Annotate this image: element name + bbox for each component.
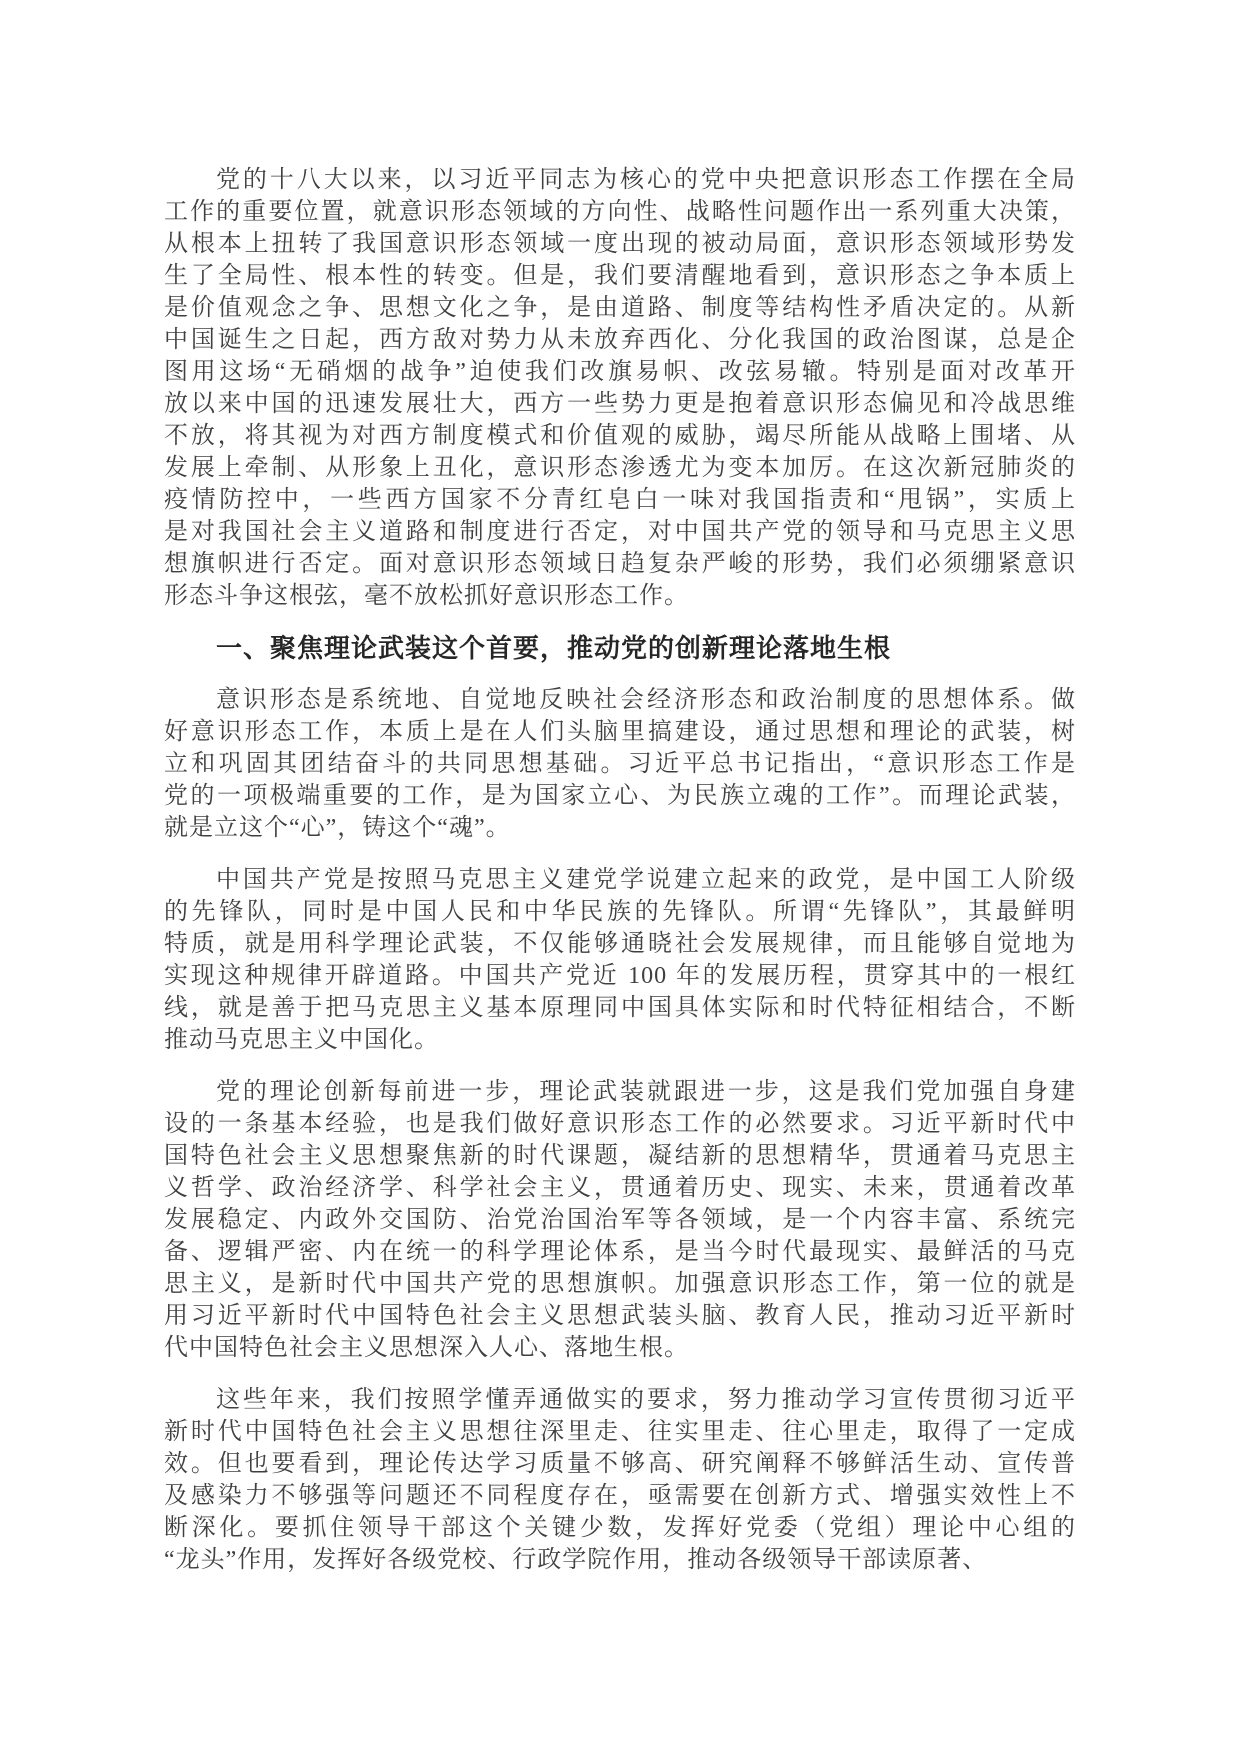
body-line: 意识形态是系统地、自觉地反映社会经济形态和政治制度的思想体系。做 bbox=[216, 687, 1076, 713]
body-line: 好意识形态工作，本质上是在人们头脑里搞建设，通过思想和理论的武装，树 bbox=[164, 719, 1076, 745]
body-line: 国特色社会主义思想聚焦新的时代课题，凝结新的思想精华，贯通着马克思主 bbox=[164, 1143, 1076, 1169]
body-line: 工作的重要位置，就意识形态领域的方向性、战略性问题作出一系列重大决策， bbox=[164, 199, 1076, 225]
body-line: 线，就是善于把马克思主义基本原理同中国具体实际和时代特征相结合，不断 bbox=[164, 995, 1076, 1021]
body-line: 放以来中国的迅速发展壮大，西方一些势力更是抱着意识形态偏见和冷战思维 bbox=[164, 391, 1076, 417]
body-line: 是价值观念之争、思想文化之争，是由道路、制度等结构性矛盾决定的。从新 bbox=[164, 295, 1076, 321]
body-line: 就是立这个“心”，铸这个“魂”。 bbox=[164, 815, 511, 841]
body-line: 推动马克思主义中国化。 bbox=[164, 1027, 439, 1053]
paragraph bbox=[164, 684, 1076, 844]
body-line: 立和巩固其团结奋斗的共同思想基础。习近平总书记指出，“意识形态工作是 bbox=[164, 751, 1076, 777]
body-line: 特质，就是用科学理论武装，不仅能够通晓社会发展规律，而且能够自觉地为 bbox=[164, 931, 1076, 957]
body-line: 效。但也要看到，理论传达学习质量不够高、研究阐释不够鲜活生动、宣传普 bbox=[164, 1451, 1076, 1477]
body-line: “龙头”作用，发挥好各级党校、行政学院作用，推动各级领导干部读原著、 bbox=[164, 1547, 988, 1573]
body-line: 党的十八大以来，以习近平同志为核心的党中央把意识形态工作摆在全局 bbox=[216, 167, 1076, 193]
body-line: 的先锋队，同时是中国人民和中华民族的先锋队。所谓“先锋队”，其最鲜明 bbox=[164, 899, 1076, 925]
body-line: 发展稳定、内政外交国防、治党治国治军等各领域，是一个内容丰富、系统完 bbox=[164, 1207, 1076, 1233]
body-line: 新时代中国特色社会主义思想往深里走、往实里走、往心里走，取得了一定成 bbox=[164, 1419, 1076, 1445]
body-line: 生了全局性、根本性的转变。但是，我们要清醒地看到，意识形态之争本质上 bbox=[164, 263, 1076, 289]
body-line: 党的一项极端重要的工作，是为国家立心、为民族立魂的工作”。而理论武装， bbox=[164, 783, 1076, 809]
body-line: 形态斗争这根弦，毫不放松抓好意识形态工作。 bbox=[164, 583, 689, 609]
body-line: 备、逻辑严密、内在统一的科学理论体系，是当今时代最现实、最鲜活的马克 bbox=[164, 1239, 1076, 1265]
body-line: 设的一条基本经验，也是我们做好意识形态工作的必然要求。习近平新时代中 bbox=[164, 1111, 1076, 1137]
body-line: 想旗帜进行否定。面对意识形态领域日趋复杂严峻的形势，我们必须绷紧意识 bbox=[164, 551, 1076, 577]
body-line: 用习近平新时代中国特色社会主义思想武装头脑、教育人民，推动习近平新时 bbox=[164, 1303, 1076, 1329]
paragraph bbox=[164, 864, 1076, 1056]
body-line: 图用这场“无硝烟的战争”迫使我们改旗易帜、改弦易辙。特别是面对改革开 bbox=[164, 359, 1076, 385]
body-line: 思主义，是新时代中国共产党的思想旗帜。加强意识形态工作，第一位的就是 bbox=[164, 1271, 1076, 1297]
body-line: 中国诞生之日起，西方敌对势力从未放弃西化、分化我国的政治图谋，总是企 bbox=[164, 327, 1076, 353]
document-content bbox=[164, 164, 1076, 1596]
body-line: 疫情防控中，一些西方国家不分青红皂白一味对我国指责和“甩锅”，实质上 bbox=[164, 487, 1076, 513]
body-line: 代中国特色社会主义思想深入人心、落地生根。 bbox=[164, 1335, 689, 1361]
body-line: 及感染力不够强等问题还不同程度存在，亟需要在创新方式、增强实效性上不 bbox=[164, 1483, 1076, 1509]
body-line: 是对我国社会主义道路和制度进行否定，对中国共产党的领导和马克思主义思 bbox=[164, 519, 1076, 545]
body-line: 中国共产党是按照马克思主义建党学说建立起来的政党，是中国工人阶级 bbox=[216, 867, 1076, 893]
section-heading bbox=[164, 632, 1076, 664]
body-line: 党的理论创新每前进一步，理论武装就跟进一步，这是我们党加强自身建 bbox=[216, 1079, 1076, 1105]
body-line: 不放，将其视为对西方制度模式和价值观的威胁，竭尽所能从战略上围堵、从 bbox=[164, 423, 1076, 449]
body-line: 发展上牵制、从形象上丑化，意识形态渗透尤为变本加厉。在这次新冠肺炎的 bbox=[164, 455, 1076, 481]
paragraph bbox=[164, 1384, 1076, 1576]
body-line: 断深化。要抓住领导干部这个关键少数，发挥好党委（党组）理论中心组的 bbox=[164, 1515, 1076, 1541]
heading-line: 一、聚焦理论武装这个首要，推动党的创新理论落地生根 bbox=[216, 633, 892, 663]
body-line: 义哲学、政治经济学、科学社会主义，贯通着历史、现实、未来，贯通着改革 bbox=[164, 1175, 1076, 1201]
body-line: 实现这种规律开辟道路。中国共产党近 100 年的发展历程，贯穿其中的一根红 bbox=[164, 963, 1076, 989]
paragraph bbox=[164, 1076, 1076, 1364]
body-line: 这些年来，我们按照学懂弄通做实的要求，努力推动学习宣传贯彻习近平 bbox=[216, 1387, 1076, 1413]
body-line: 从根本上扭转了我国意识形态领域一度出现的被动局面，意识形态领域形势发 bbox=[164, 231, 1076, 257]
paragraph bbox=[164, 164, 1076, 612]
